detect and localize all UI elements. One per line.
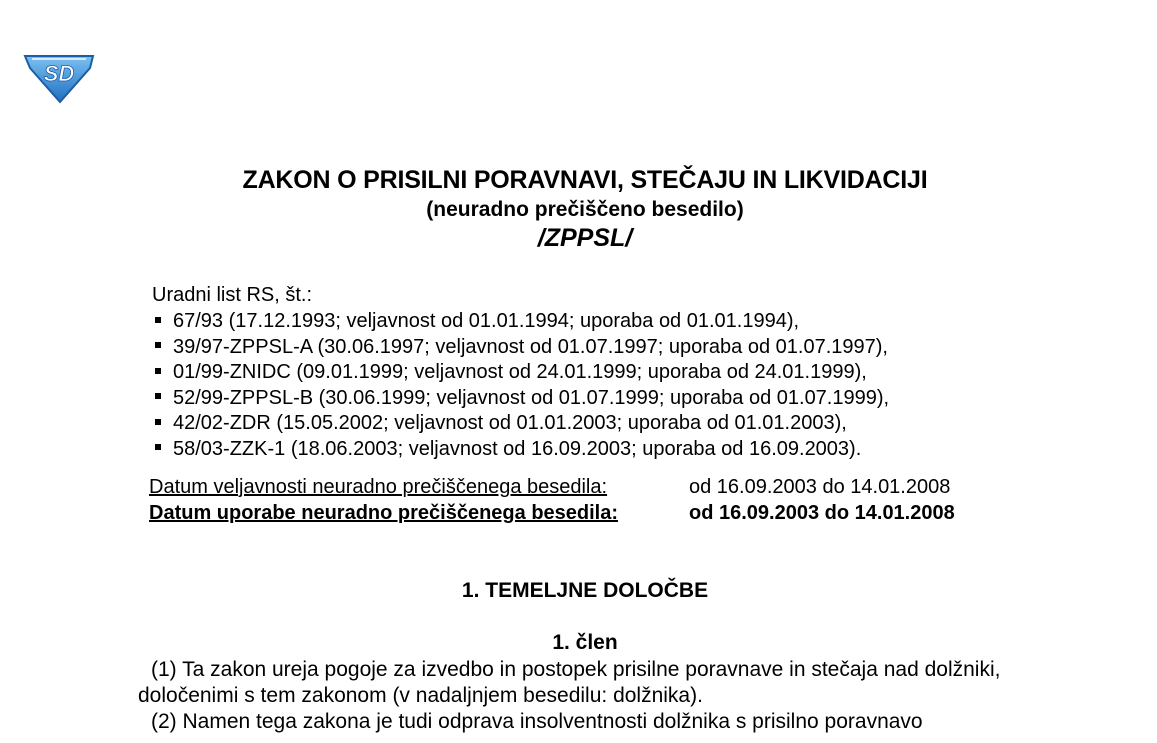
application-value: od 16.09.2003 do 14.01.2008 [689, 502, 955, 524]
article-paragraph: (2) Namen tega zakona je tudi odprava insolventnosti dolžnika s prisilno poravnavo [151, 710, 923, 733]
list-item [152, 386, 889, 412]
gazette-entry: 52/99-ZPPSL-B (30.06.1999; veljavnost od 01.07.1999; uporaba od 01.07.1999), [173, 386, 890, 409]
gazette-entry: 01/99-ZNIDC (09.01.1999; veljavnost od 24.01.1999; uporaba od 24.01.1999), [173, 361, 867, 383]
validity-label: Datum veljavnosti neuradno prečiščenega besedila: [149, 476, 608, 498]
application-date-row [149, 502, 955, 525]
square-bullet-icon [155, 342, 161, 348]
gazette-entry: 58/03-ZZK-1 (18.06.2003; veljavnost od 16.09.2003; uporaba od 16.09.2003). [173, 437, 862, 460]
document-subtitle: (neuradno prečiščeno besedilo) [426, 198, 744, 221]
list-item [152, 360, 889, 386]
application-label: Datum uporabe neuradno prečiščenega besedila: [149, 502, 619, 524]
square-bullet-icon [155, 317, 161, 323]
validity-value: od 16.09.2003 do 14.01.2008 [689, 476, 951, 498]
section-heading: 1. TEMELJNE DOLOČBE [461, 579, 709, 602]
square-bullet-icon [155, 393, 161, 399]
list-item [152, 335, 889, 361]
square-bullet-icon [155, 419, 161, 425]
list-item [152, 437, 889, 463]
sd-shield-logo-icon [22, 50, 96, 106]
article-heading: 1. člen [552, 631, 618, 654]
document-abbreviation: /ZPPSL/ [537, 224, 633, 252]
square-bullet-icon [155, 368, 161, 374]
svg-text:SD: SD [43, 61, 75, 86]
gazette-entry: 39/97-ZPPSL-A (30.06.1997; veljavnost od 01.07.1997; uporaba od 01.07.1997), [173, 335, 888, 358]
document-title: ZAKON O PRISILNI PORAVNAVI, STEČAJU IN LIKVIDACIJI [242, 166, 928, 194]
validity-date-row [149, 476, 951, 499]
gazette-entry-list [152, 309, 889, 462]
square-bullet-icon [155, 444, 161, 450]
gazette-label: Uradni list RS, št.: [152, 284, 313, 306]
list-item [152, 411, 889, 437]
gazette-entry: 42/02-ZDR (15.05.2002; veljavnost od 01.01.2003; uporaba od 01.01.2003), [173, 412, 847, 434]
list-item [152, 309, 889, 335]
gazette-entry: 67/93 (17.12.1993; veljavnost od 01.01.1994; uporaba od 01.01.1994), [173, 310, 800, 332]
article-paragraph: (1) Ta zakon ureja pogoje za izvedbo in postopek prisilne poravnave in stečaja nad dolžniki, določenimi s tem zakonom (v nadaljnjem besedilu: dolžnika). [138, 658, 1001, 707]
